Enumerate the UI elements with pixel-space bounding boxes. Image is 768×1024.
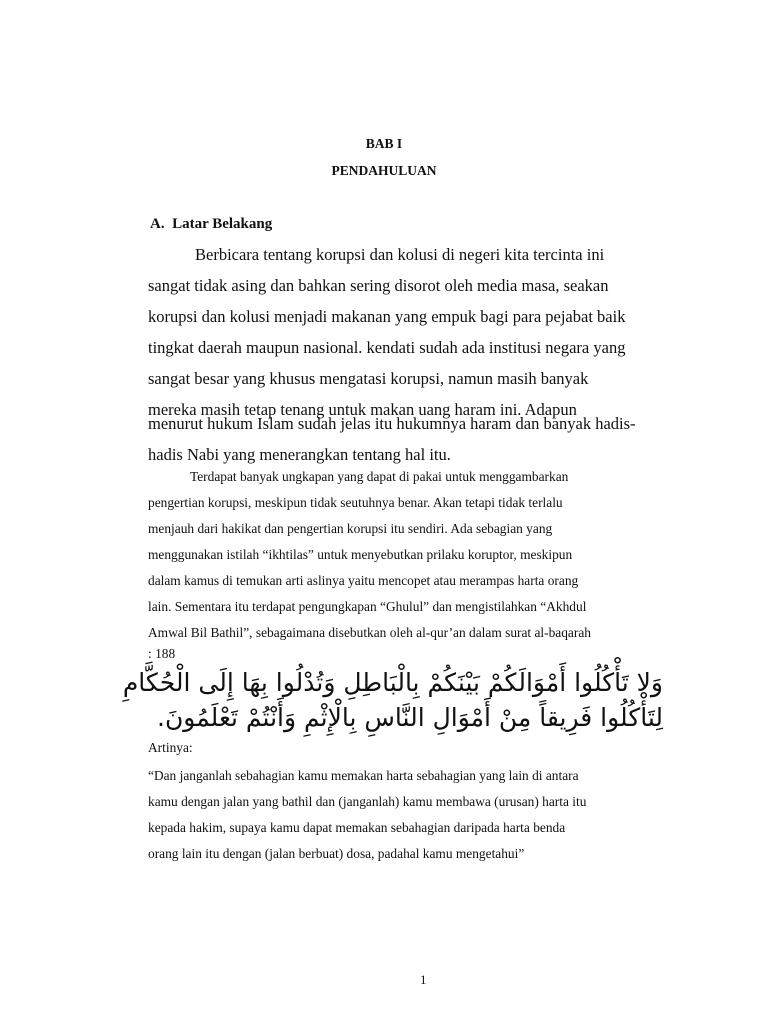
text-line: Amwal Bil Bathil”, sebagaimana disebutkan oleh al-qur’an dalam surat al-baqarah	[148, 625, 591, 640]
text-line: : 188	[148, 646, 176, 661]
arabic-line: وَلا تَأْكُلُوا أَمْوَالَكُمْ بَيْنَكُمْ بِالْبَاطِلِ وَتُدْلُوا بِهَا إِلَى الْحُكَّامِ	[122, 668, 663, 697]
text-line: menjauh dari hakikat dan pengertian korupsi itu sendiri. Ada sebagian yang	[148, 521, 553, 536]
chapter-number: BAB I	[365, 136, 403, 151]
text-line: Berbicara tentang korupsi dan kolusi di negeri kita tercinta ini	[195, 245, 605, 264]
text-line: kepada hakim, supaya kamu dapat memakan sebahagian daripada harta benda	[148, 820, 566, 835]
arabic-line: لِتَأْكُلُوا فَرِيقاً مِنْ أَمْوَالِ النَّاسِ بِالْإِثْمِ وَأَنْتُمْ تَعْلَمُونَ.	[157, 703, 663, 732]
text-line: menurut hukum Islam sudah jelas itu hukumnya haram dan banyak hadis-	[148, 414, 636, 433]
page-number: 1	[420, 972, 427, 987]
text-line: orang lain itu dengan (jalan berbuat) dosa, padahal kamu mengetahui”	[148, 846, 525, 861]
text-line: dalam kamus di temukan arti aslinya yaitu mencopet atau merampas harta orang	[148, 573, 579, 588]
text-line: lain. Sementara itu terdapat pengungkapan “Ghulul” dan mengistilahkan “Akhdul	[148, 599, 587, 614]
text-line: menggunakan istilah “ikhtilas” untuk menyebutkan prilaku koruptor, meskipun	[148, 547, 573, 562]
text-line: hadis Nabi yang menerangkan tentang hal itu.	[148, 445, 451, 464]
text-line: mereka masih tetap tenang untuk makan uang haram ini. Adapun	[148, 400, 577, 419]
text-line: korupsi dan kolusi menjadi makanan yang empuk bagi para pejabat baik	[148, 307, 626, 326]
section-heading: A. Latar Belakang	[150, 216, 273, 232]
chapter-title: PENDAHULUAN	[331, 163, 437, 178]
text-line: pengertian korupsi, meskipun tidak seutuhnya benar. Akan tetapi tidak terlalu	[148, 495, 563, 510]
text-line: kamu dengan jalan yang bathil dan (janganlah) kamu membawa (urusan) harta itu	[148, 794, 587, 809]
text-line: “Dan janganlah sebahagian kamu memakan harta sebahagian yang lain di antara	[148, 768, 579, 783]
text-line: Terdapat banyak ungkapan yang dapat di pakai untuk menggambarkan	[190, 469, 569, 484]
text-line: sangat besar yang khusus mengatasi korupsi, namun masih banyak	[148, 369, 589, 388]
text-line: sangat tidak asing dan bahkan sering disorot oleh media masa, seakan	[148, 276, 609, 295]
translation-label: Artinya:	[148, 740, 193, 755]
text-line: tingkat daerah maupun nasional. kendati sudah ada institusi negara yang	[148, 338, 626, 357]
